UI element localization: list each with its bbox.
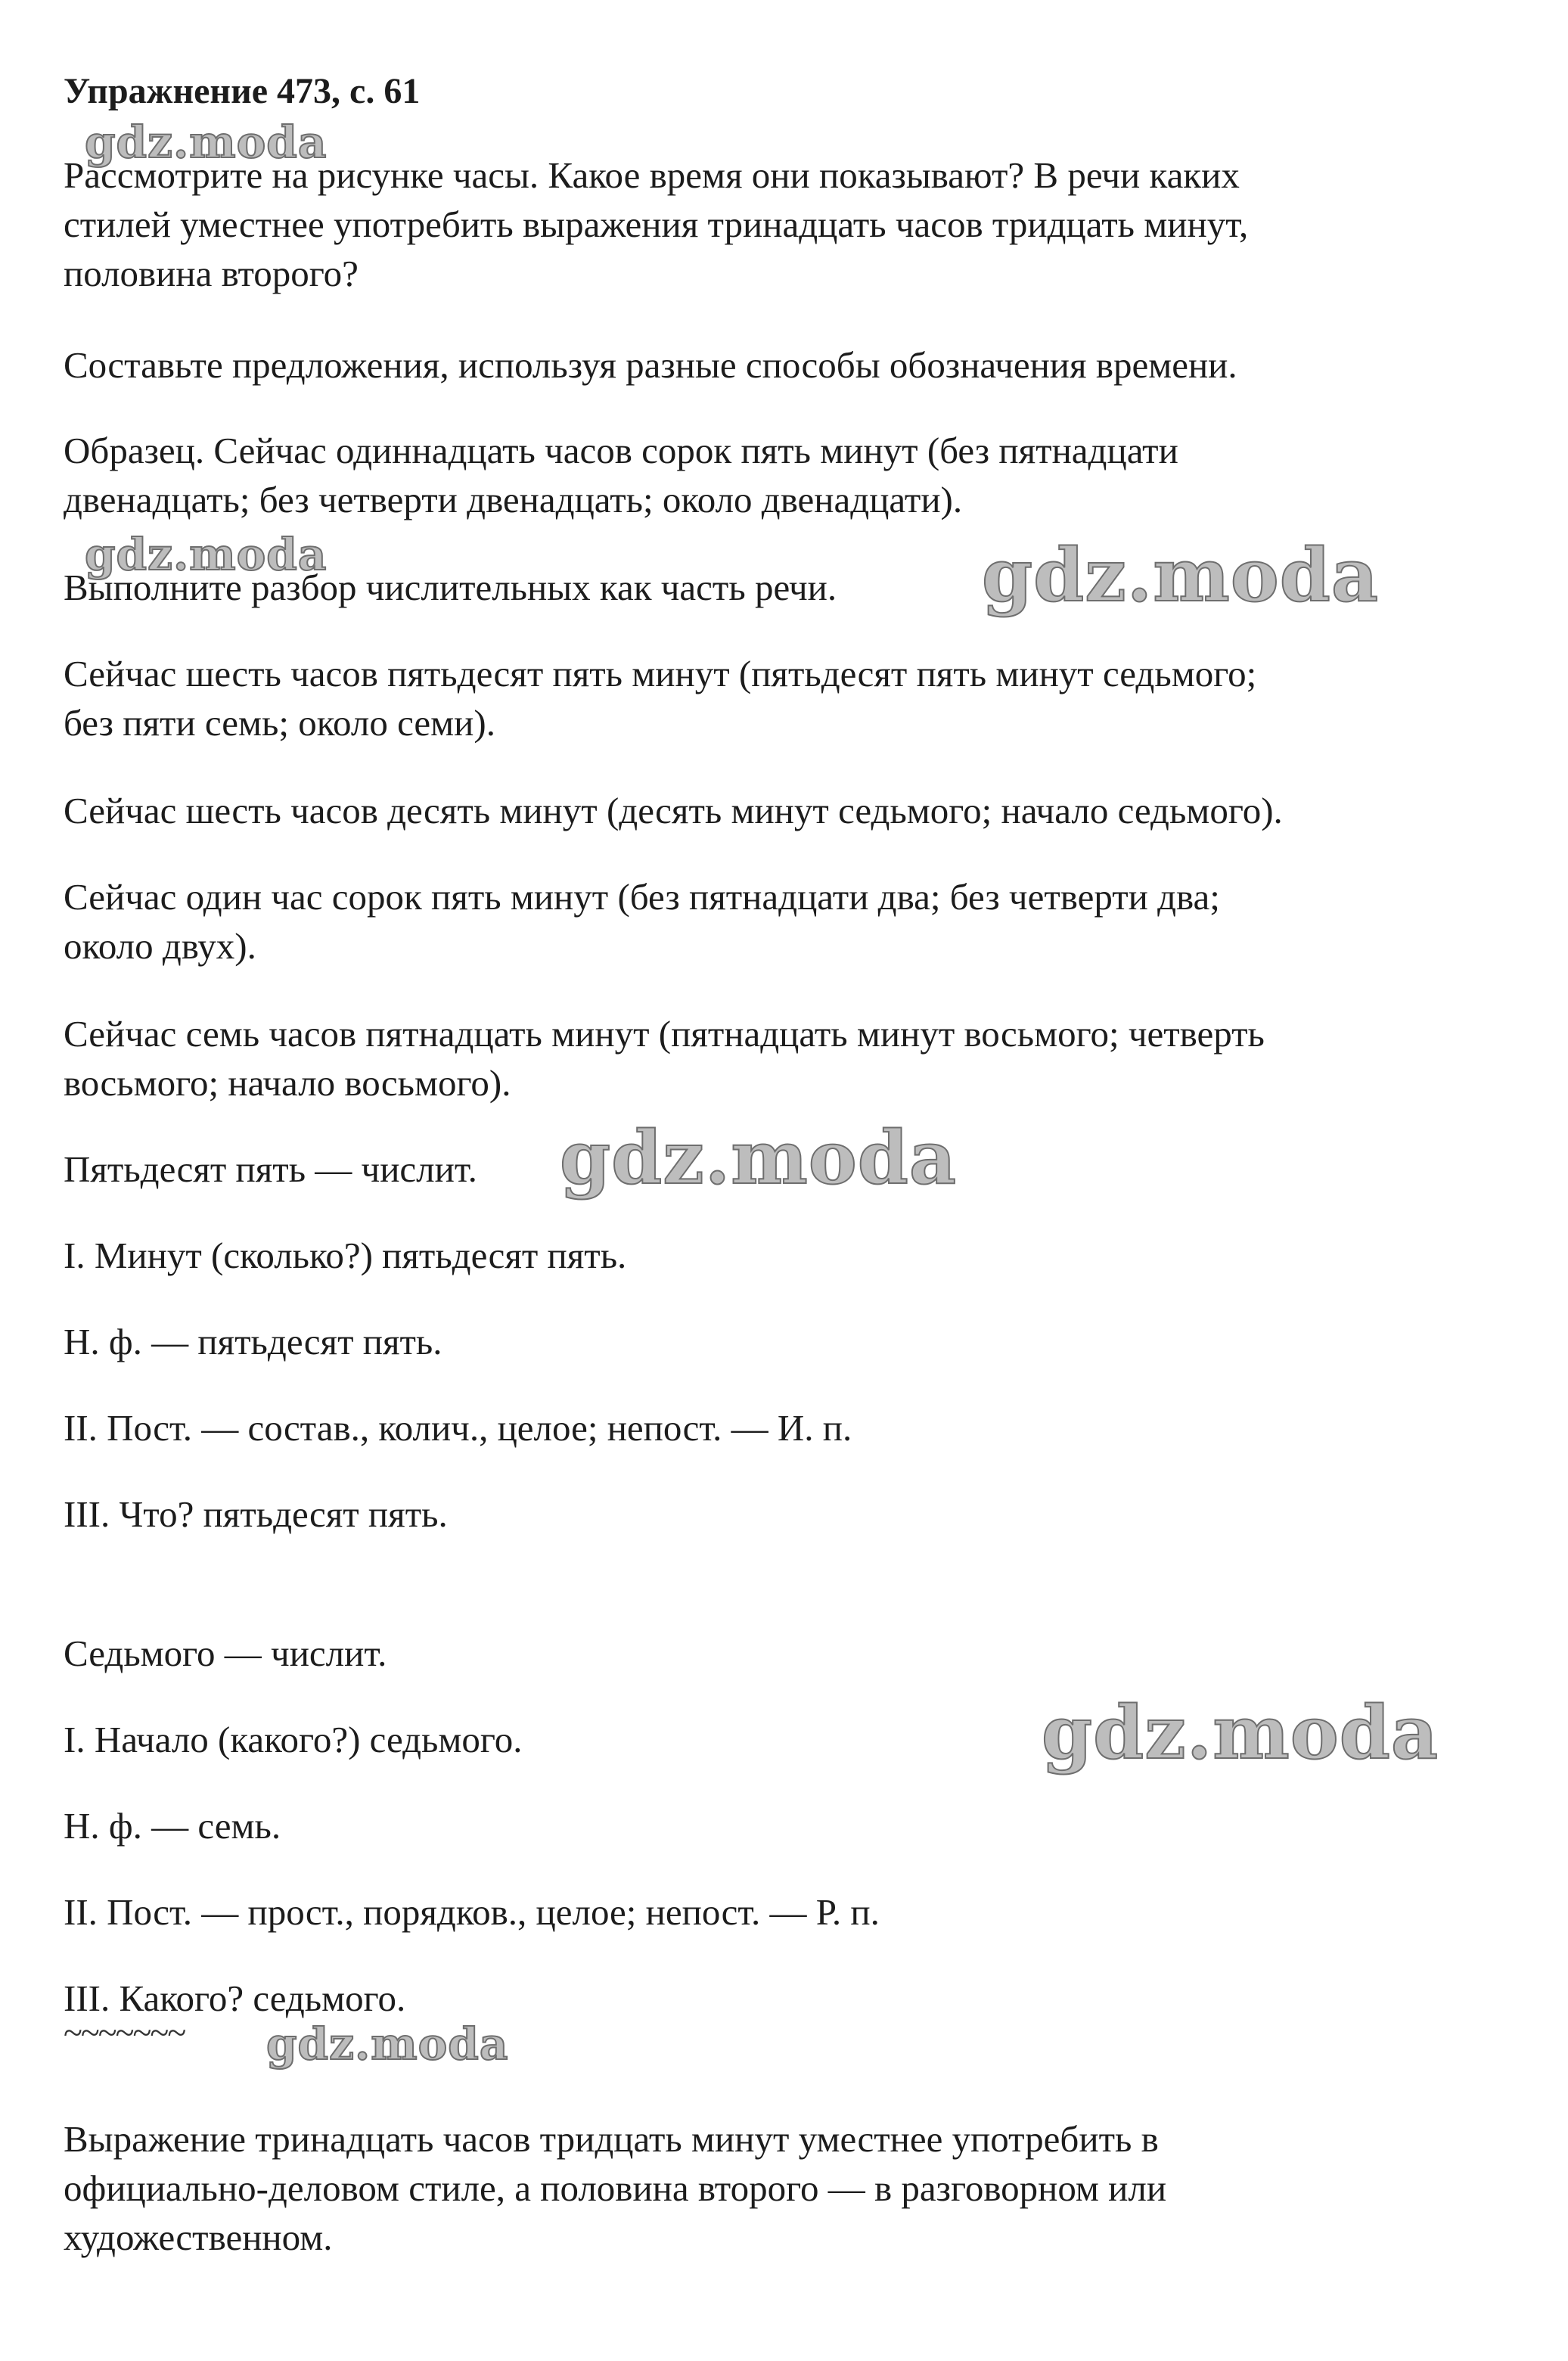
analysis-2-line-2: Н. ф. — семь. [64, 1805, 281, 1847]
watermark-logo: gdz.moda [982, 533, 1380, 618]
analysis-2-line-3: II. Пост. — прост., порядков., целое; непост. — Р. п. [64, 1891, 880, 1933]
analysis-1-line-2: Н. ф. — пятьдесят пять. [64, 1321, 442, 1362]
answer-sentence-2: Сейчас шесть часов десять минут (десять минут седьмого; начало седьмого). [64, 790, 1283, 831]
analysis-2-line-4: III. Какого? седьмого. [64, 1977, 406, 2019]
answer-sentence-4: Сейчас семь часов пятнадцать минут (пятнадцать минут восьмого; четверть восьмого; начало восьмого). [64, 1013, 1265, 1104]
watermark-logo: gdz.moda [85, 529, 328, 580]
separator: ~~~~~~~ [64, 2013, 185, 2052]
task-paragraph-4: Выполните разбор числительных как часть речи. [64, 567, 837, 608]
analysis-2-heading: Седьмого — числит. [64, 1633, 387, 1674]
conclusion-paragraph: Выражение тринадцать часов тридцать минут уместнее употребить в официально-деловом стиле, а половина второго — в разговорном или художественном. [64, 2118, 1167, 2258]
page-title: Упражнение 473, с. 61 [64, 71, 421, 111]
task-example: Образец. Сейчас одиннадцать часов сорок пять минут (без пятнадцати двенадцать; без четверти двенадцать; около двенадцати). [64, 430, 1178, 520]
answer-sentence-1: Сейчас шесть часов пятьдесят пять минут (пятьдесят пять минут седьмого; без пяти семь; около семи). [64, 653, 1257, 744]
watermark-logo: gdz.moda [266, 2018, 509, 2070]
analysis-1-line-3: II. Пост. — состав., колич., целое; непост. — И. п. [64, 1407, 852, 1449]
task-paragraph-2: Составьте предложения, используя разные способы обозначения времени. [64, 344, 1237, 386]
watermark-logo: gdz.moda [1042, 1690, 1439, 1775]
answer-sentence-3: Сейчас один час сорок пять минут (без пятнадцати два; без четверти два; около двух). [64, 876, 1220, 967]
watermark-logo: gdz.moda [85, 116, 328, 168]
analysis-1-line-1: I. Минут (сколько?) пятьдесят пять. [64, 1235, 627, 1276]
task-paragraph-1: Рассмотрите на рисунке часы. Какое время они показывают? В речи каких стилей уместнее употребить выражения тринадцать часов тридцать минут, половина второго? [64, 154, 1249, 294]
analysis-1-heading: Пятьдесят пять — числит. [64, 1148, 477, 1190]
watermark-logo: gdz.moda [560, 1115, 958, 1201]
analysis-1-line-4: III. Что? пятьдесят пять. [64, 1493, 448, 1535]
analysis-2-line-1: I. Начало (какого?) седьмого. [64, 1719, 523, 1760]
